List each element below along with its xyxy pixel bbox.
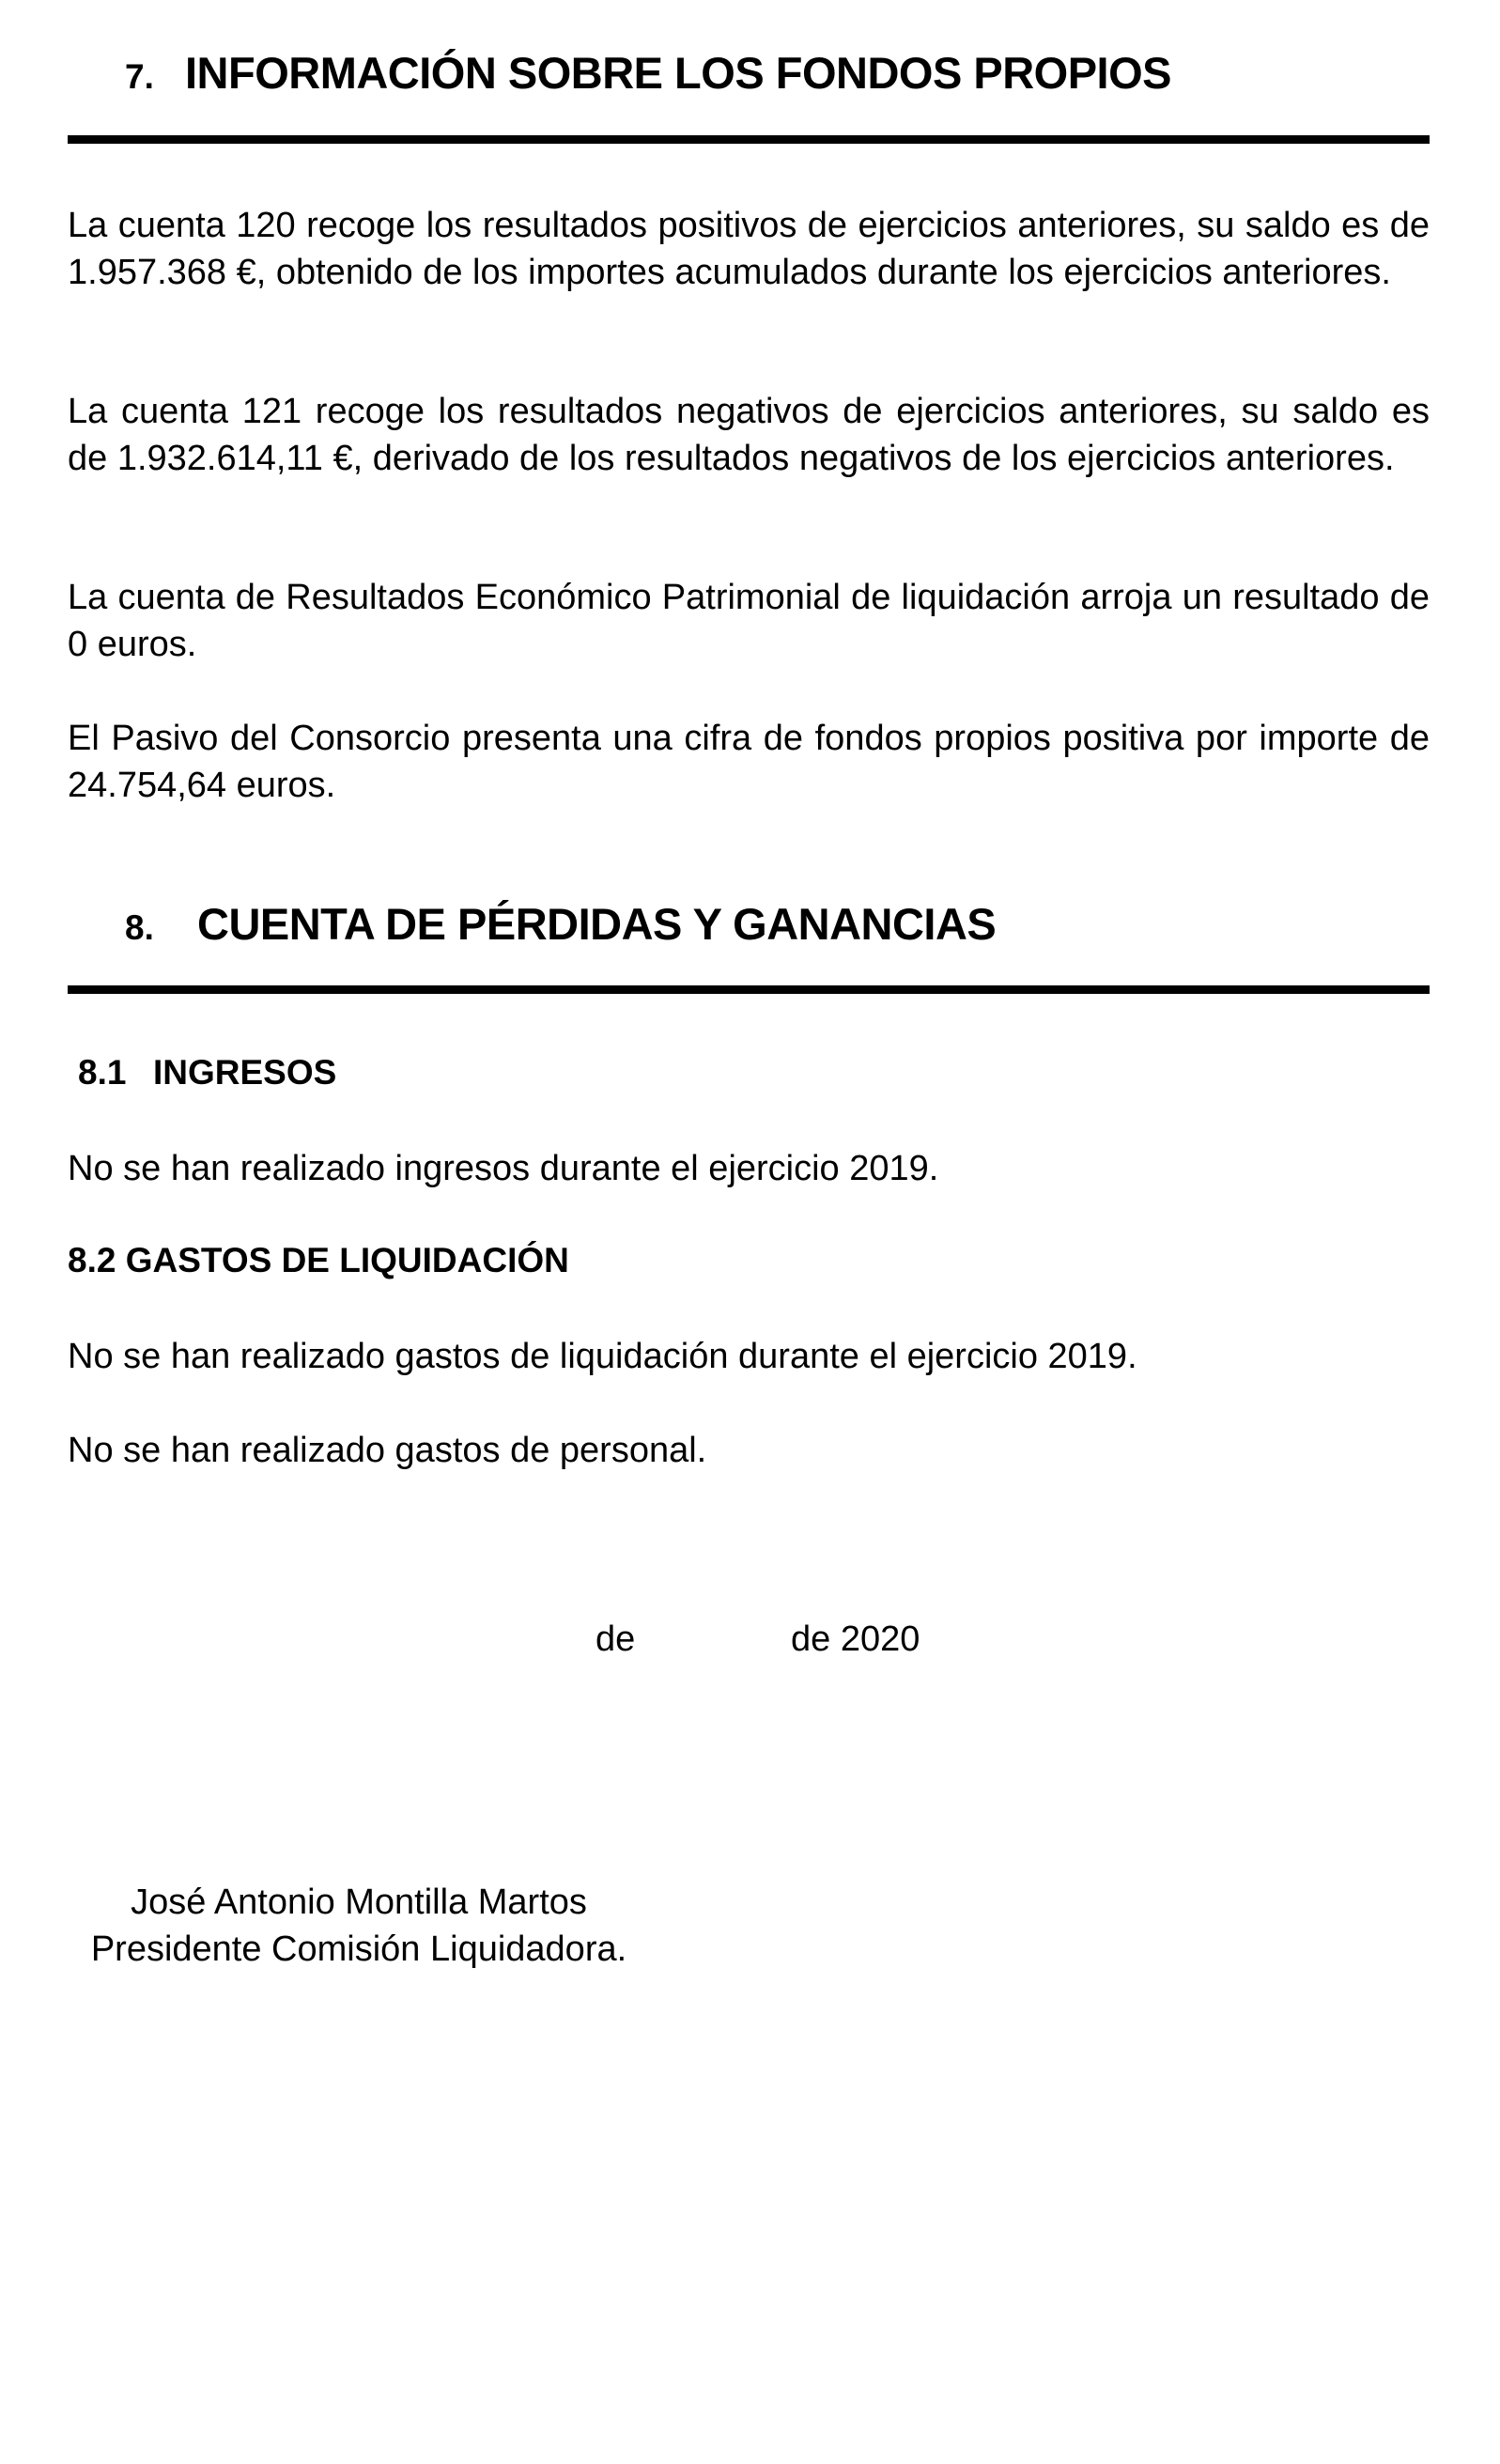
signatory-role: Presidente Comisión Liquidadora. — [90, 1929, 627, 1969]
paragraph-cuenta-120: La cuenta 120 recoge los resultados positivos de ejercicios anteriores, su saldo es de 1.957.368 €, obtenido de los importes acumulados durante los ejercicios anteriores. — [68, 206, 1430, 292]
paragraph-cuenta-121: La cuenta 121 recoge los resultados negativos de ejercicios anteriores, su saldo es de 1.932.614,11 €, derivado de los resultados negativos de los ejercicios anteriores. — [68, 392, 1430, 478]
subsection-8-1-number: 8.1 — [78, 1053, 127, 1092]
paragraph-pasivo-consorcio: El Pasivo del Consorcio presenta una cifra de fondos propios positiva por importe de 24.754,64 euros. — [68, 719, 1430, 805]
signature-block — [68, 1879, 650, 1973]
paragraph-resultado-liquidacion: La cuenta de Resultados Económico Patrimonial de liquidación arroja un resultado de 0 euros. — [68, 578, 1430, 664]
date-line-part-2: de 2020 — [791, 1619, 920, 1659]
section-8-title: CUENTA DE PÉRDIDAS Y GANANCIAS — [197, 899, 997, 949]
section-8-number: 8. — [125, 908, 154, 947]
paragraph-ingresos: No se han realizado ingresos durante el ejercicio 2019. — [68, 1149, 939, 1188]
section-7-number: 7. — [125, 57, 154, 96]
section-7-heading — [125, 47, 1171, 99]
section-8-rule — [68, 985, 1430, 994]
section-7-rule — [68, 135, 1430, 144]
subsection-8-1-heading — [78, 1053, 336, 1093]
subsection-8-1-title: INGRESOS — [153, 1053, 337, 1092]
paragraph-gastos-liquidacion: No se han realizado gastos de liquidación durante el ejercicio 2019. — [68, 1337, 1137, 1376]
signatory-name: José Antonio Montilla Martos — [131, 1883, 587, 1922]
paragraph-gastos-personal: No se han realizado gastos de personal. — [68, 1431, 707, 1470]
section-8-heading — [125, 898, 996, 950]
subsection-8-2-heading: 8.2 GASTOS DE LIQUIDACIÓN — [68, 1241, 569, 1279]
date-line-part-1: de — [595, 1619, 636, 1659]
section-7-title: INFORMACIÓN SOBRE LOS FONDOS PROPIOS — [185, 48, 1172, 98]
